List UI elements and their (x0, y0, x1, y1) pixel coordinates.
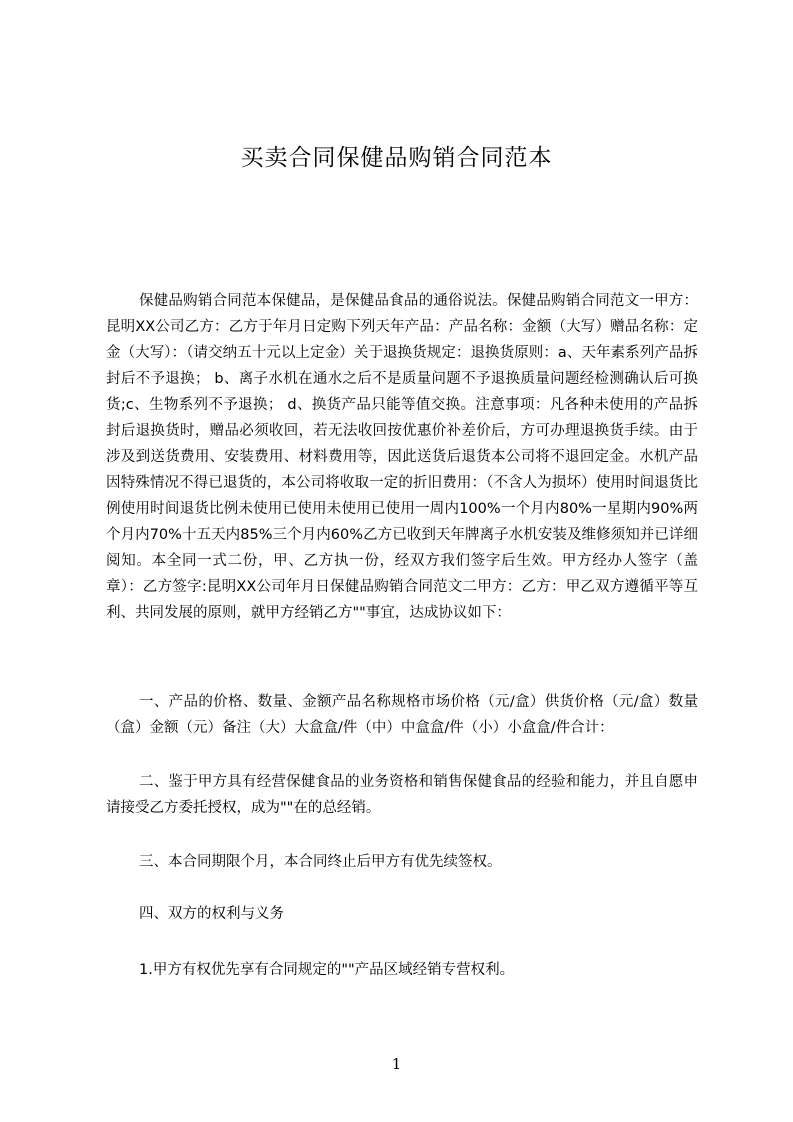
document-title: 买卖合同保健品购销合同范本 (240, 145, 553, 171)
paragraph-intro: 保健品购销合同范本保健品，是保健品食品的通俗说法。保健品购销合同范文一甲方：昆明XX公司乙方：乙方于年月日定购下列天年产品：产品名称：金额（大写）赠品名称：定金（大写）：（请交纳五十元以上定金）关于退换货规定：退换货原则：a、天年素系列产品拆封后不予退换； b、离子水机在通水之后不是质量问题不予退换质量问题经检测确认后可换货;c、生物系列不予退换； d、换货产品只能等值交换。注意事项：凡各种未使用的产品拆封后退换货时，赠品必须收回，若无法收回按优惠价补差价后，方可办理退换货手续。由于涉及到送货费用、安装费用、材料费用等，因此送货后退货本公司将不退回定金。水机产品因特殊情况不得已退货的，本公司将收取一定的折旧费用：（不含人为损坏）使用时间退货比例使用时间退货比例未使用已使用未使用已使用一周内100%一个月内80%一星期内90%两个月内70%十五天内85%三个月内60%乙方已收到天年牌离子水机安装及维修须知并已详细阅知。本全同一式二份，甲、乙方执一份，经双方我们签字后生效。甲方经办人签字（盖章）：乙方签字:昆明XX公司年月日保健品购销合同范文二甲方：乙方：甲乙双方遵循平等互利、共同发展的原则，就甲方经销乙方""事宜，达成协议如下： (106, 293, 698, 621)
paragraph-section-3: 三、本合同期限个月，本合同终止后甲方有优先续签权。 (139, 854, 502, 870)
paragraph-section-2: 二、鉴于甲方具有经营保健食品的业务资格和销售保健食品的经验和能力，并且自愿申请接受乙方委托授权，成为""在的总经销。 (106, 774, 698, 816)
paragraph-section-1: 一、产品的价格、数量、金额产品名称规格市场价格（元/盒）供货价格（元/盒）数量（盒）金额（元）备注（大）大盒盒/件（中）中盒盒/件（小）小盒盒/件合计： (106, 694, 698, 736)
page-number: 1 (391, 1055, 402, 1073)
paragraph-section-4-heading: 四、双方的权利与义务 (139, 906, 284, 922)
paragraph-clause-1: 1.甲方有权优先享有合同规定的""产品区域经销专营权利。 (139, 962, 515, 978)
